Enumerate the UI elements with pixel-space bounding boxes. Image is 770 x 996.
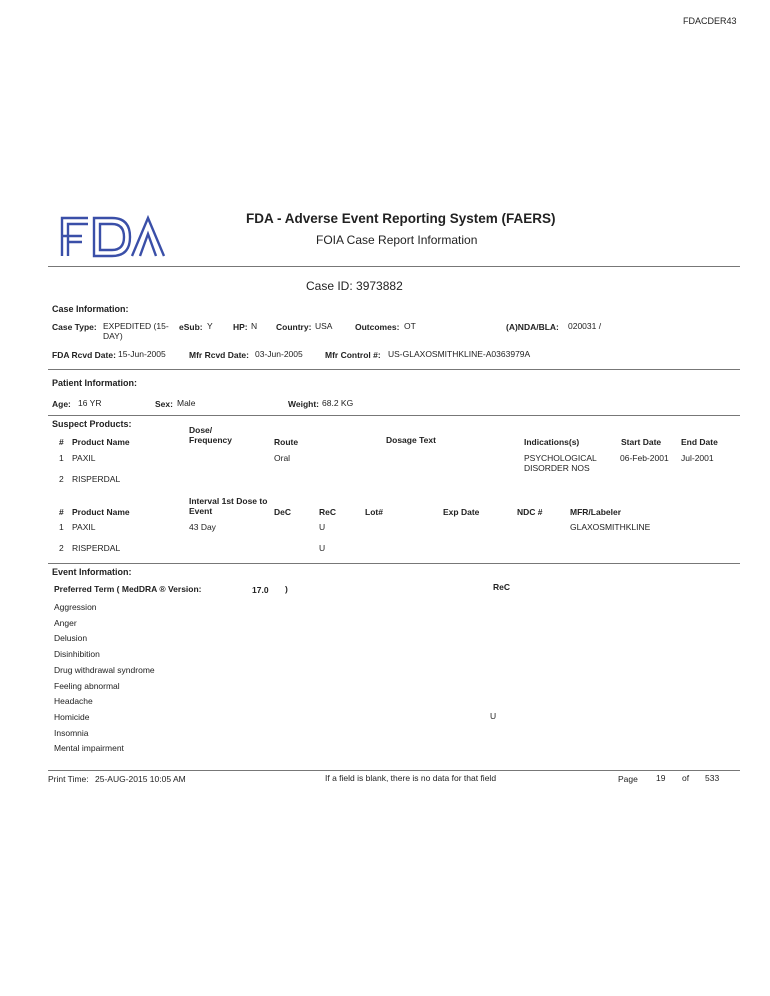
- t2-header-dec: DeC: [274, 507, 292, 517]
- product-mfr: GLAXOSMITHKLINE: [570, 522, 651, 532]
- version-close: ): [285, 584, 288, 594]
- t1-header-dosage-text: Dosage Text: [386, 435, 436, 445]
- events-heading: Event Information:: [52, 567, 132, 577]
- weight-value: 68.2 KG: [322, 398, 354, 408]
- case-info-heading: Case Information:: [52, 304, 129, 314]
- event-term: Anger: [54, 617, 77, 628]
- footer-divider: [48, 770, 740, 771]
- t2-header-ndc: NDC #: [517, 507, 543, 517]
- patient-divider: [48, 415, 740, 416]
- product-route: Oral: [274, 453, 291, 463]
- event-term: Insomnia: [54, 727, 89, 738]
- t1-header-start: Start Date: [621, 437, 662, 447]
- event-term: Mental impairment: [54, 743, 124, 754]
- table-row: 1: [59, 522, 64, 532]
- nda-label: (A)NDA/BLA:: [506, 322, 559, 332]
- event-term: Aggression: [54, 602, 97, 612]
- preferred-term-label: Preferred Term ( MedDRA ® Version:: [54, 584, 202, 594]
- case-id-value: 3973882: [356, 279, 403, 293]
- print-time-label: Print Time:: [48, 774, 89, 784]
- mfr-control-value: US-GLAXOSMITHKLINE-A0363979A: [388, 349, 531, 359]
- document-code: FDACDER43: [683, 16, 737, 26]
- t2-header-rec: ReC: [319, 507, 337, 517]
- suspect-divider: [48, 563, 740, 564]
- esub-value: Y: [207, 321, 213, 331]
- events-rec-header: ReC: [493, 582, 511, 592]
- country-value: USA: [315, 321, 333, 331]
- product-indication: PSYCHOLOGICAL DISORDER NOS: [524, 453, 597, 473]
- product-name: PAXIL: [72, 522, 96, 532]
- t1-header-dose: Dose/ Frequency: [189, 425, 232, 445]
- fda-logo: [54, 208, 174, 266]
- country-label: Country:: [276, 322, 312, 332]
- case-id: [306, 279, 403, 293]
- report-subtitle: FOIA Case Report Information: [316, 233, 478, 247]
- event-term: Disinhibition: [54, 649, 100, 660]
- t1-header-route: Route: [274, 437, 299, 447]
- mfr-control-label: Mfr Control #:: [325, 350, 381, 360]
- print-time: [48, 774, 186, 784]
- t1-header-end: End Date: [681, 437, 718, 447]
- case-id-label: Case ID:: [306, 279, 353, 293]
- t2-header-name: Product Name: [72, 507, 130, 517]
- page-number: 19: [656, 773, 666, 783]
- header-divider: [48, 266, 740, 267]
- meddra-version: 17.0: [252, 585, 269, 595]
- t2-header-num: #: [59, 507, 64, 517]
- mfr-rcvd-value: 03-Jun-2005: [255, 349, 303, 359]
- event-term: Drug withdrawal syndrome: [54, 664, 155, 675]
- product-start-date: 06-Feb-2001: [620, 453, 669, 463]
- t2-header-lot: Lot#: [365, 507, 383, 517]
- case-type-label: Case Type:: [52, 322, 97, 332]
- hp-value: N: [251, 321, 258, 331]
- case-type-value: EXPEDITED (15-DAY): [103, 321, 169, 341]
- sex-value: Male: [177, 398, 196, 408]
- page-label: Page: [618, 774, 638, 784]
- age-label: Age:: [52, 399, 71, 409]
- age-value: 16 YR: [78, 398, 102, 408]
- of-label: of: [682, 773, 690, 783]
- case-divider: [48, 369, 740, 370]
- weight-label: Weight:: [288, 399, 320, 409]
- table-row: 2: [59, 474, 64, 484]
- nda-value: 020031 /: [568, 321, 602, 331]
- t2-header-interval: Interval 1st Dose to Event: [189, 496, 268, 516]
- product-rec: U: [319, 543, 326, 553]
- fda-rcvd-label: FDA Rcvd Date:: [52, 350, 116, 360]
- page-total: 533: [705, 773, 720, 783]
- event-rec: U: [490, 710, 497, 721]
- suspect-heading: Suspect Products:: [52, 419, 132, 429]
- patient-heading: Patient Information:: [52, 378, 137, 388]
- event-term: Delusion: [54, 633, 88, 644]
- t2-header-exp: Exp Date: [443, 507, 480, 517]
- t1-header-indications: Indications(s): [524, 437, 580, 447]
- product-name: RISPERDAL: [72, 474, 121, 484]
- blank-field-note: If a field is blank, there is no data for that field: [325, 773, 497, 783]
- product-end-date: Jul-2001: [681, 453, 714, 463]
- hp-label: HP:: [233, 322, 248, 332]
- product-interval: 43 Day: [189, 522, 216, 532]
- outcomes-label: Outcomes:: [355, 322, 400, 332]
- t1-header-num: #: [59, 437, 64, 447]
- event-term: Feeling abnormal: [54, 680, 120, 691]
- esub-label: eSub:: [179, 322, 203, 332]
- sex-label: Sex:: [155, 399, 173, 409]
- print-time-value: 25-AUG-2015 10:05 AM: [95, 774, 186, 784]
- t2-header-mfr: MFR/Labeler: [570, 507, 622, 517]
- table-row: 1: [59, 453, 64, 463]
- product-name: RISPERDAL: [72, 543, 121, 553]
- outcomes-value: OT: [404, 321, 416, 331]
- product-rec: U: [319, 522, 326, 532]
- event-term: Headache: [54, 696, 93, 707]
- mfr-rcvd-label: Mfr Rcvd Date:: [189, 350, 249, 360]
- product-name: PAXIL: [72, 453, 96, 463]
- table-row: 2: [59, 543, 64, 553]
- report-title: FDA - Adverse Event Reporting System (FAERS): [246, 211, 556, 226]
- fda-rcvd-value: 15-Jun-2005: [118, 349, 166, 359]
- t1-header-name: Product Name: [72, 437, 130, 447]
- event-term: Homicide: [54, 711, 90, 722]
